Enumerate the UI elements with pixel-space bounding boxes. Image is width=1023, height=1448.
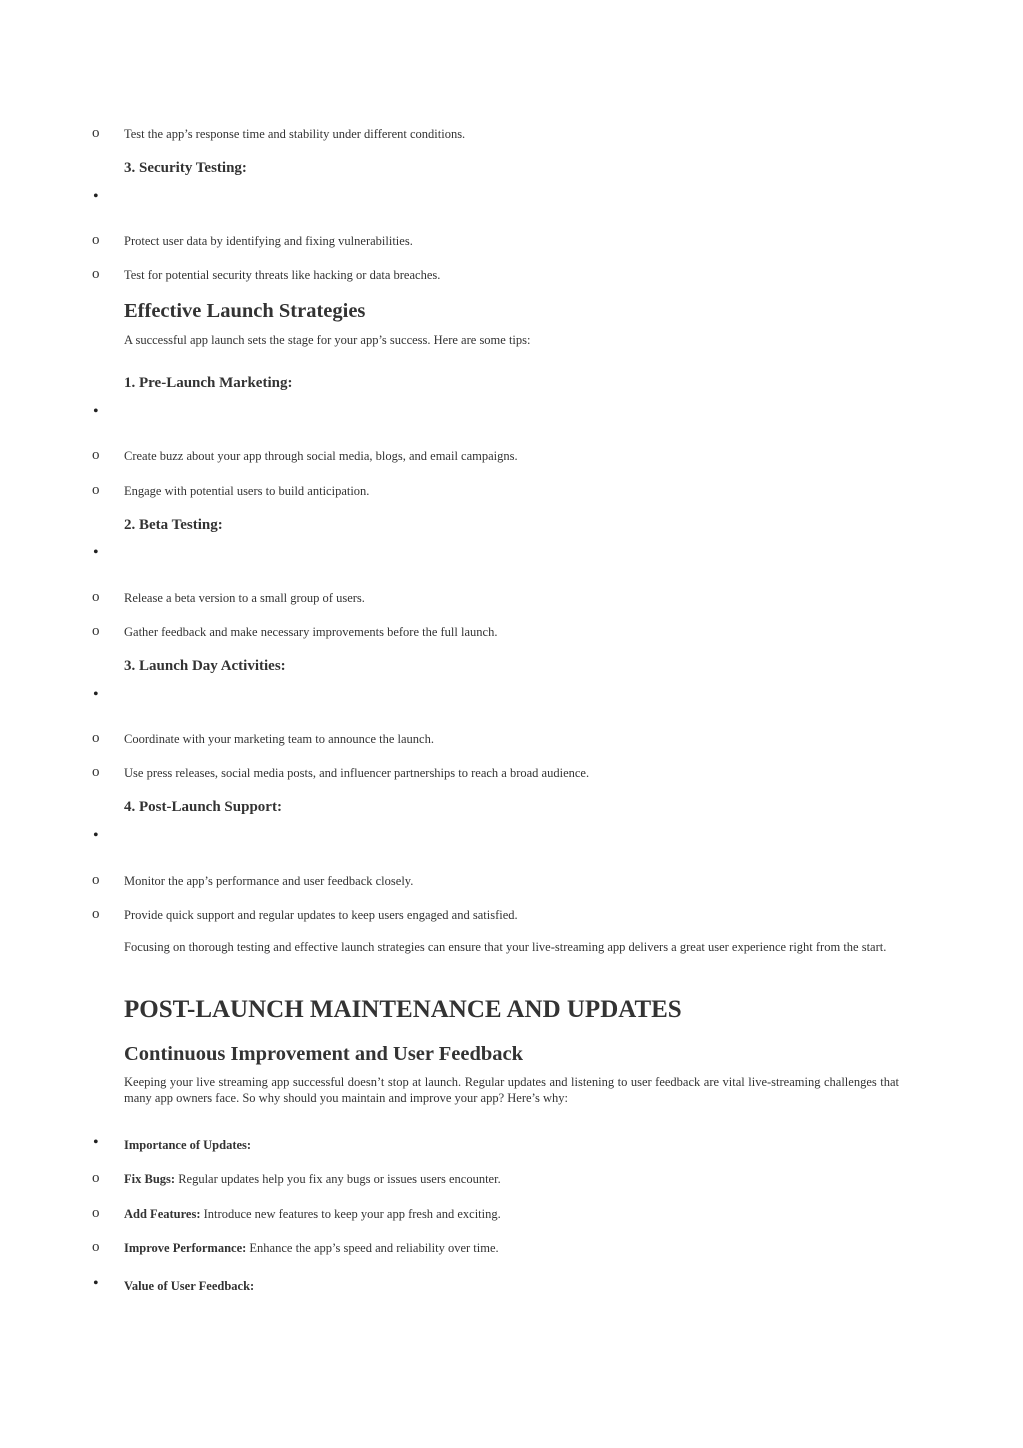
circle-bullet-icon: o <box>92 589 100 605</box>
list-item-text <box>124 1240 499 1256</box>
list-item-text: Protect user data by identifying and fixing vulnerabilities. <box>124 234 413 248</box>
focus-paragraph: Focusing on thorough testing and effective launch strategies can ensure that your live-streaming app delivers a great user experience right from the start. <box>124 940 887 954</box>
list-item-text: Test the app’s response time and stability under different conditions. <box>124 127 466 141</box>
list-item-text <box>124 1171 501 1187</box>
add-features-label: Add Features: <box>124 1207 201 1221</box>
list-item-text: Test for potential security threats like hacking or data breaches. <box>124 268 441 282</box>
list-item-text: Release a beta version to a small group of users. <box>124 591 365 605</box>
dot-bullet-icon: • <box>93 686 99 703</box>
list-item-text: Coordinate with your marketing team to announce the launch. <box>124 732 434 746</box>
circle-bullet-icon: o <box>92 623 100 639</box>
security-testing-heading: 3. Security Testing: <box>124 160 247 176</box>
user-feedback-heading: Value of User Feedback: <box>124 1279 255 1293</box>
list-item-text: Gather feedback and make necessary improvements before the full launch. <box>124 625 498 639</box>
dot-bullet-icon: • <box>93 1275 99 1292</box>
circle-bullet-icon: o <box>92 266 100 282</box>
list-item-text: Monitor the app’s performance and user feedback closely. <box>124 874 414 888</box>
dot-bullet-icon: • <box>93 544 99 561</box>
list-item-text: Provide quick support and regular updates to keep users engaged and satisfied. <box>124 908 518 922</box>
dot-bullet-icon: • <box>93 827 99 844</box>
maintenance-section-heading: POST-LAUNCH MAINTENANCE AND UPDATES <box>124 996 682 1023</box>
list-item-text: Use press releases, social media posts, and influencer partnerships to reach a broad audience. <box>124 766 590 780</box>
list-item-text: Engage with potential users to build anticipation. <box>124 484 370 498</box>
beta-testing-heading: 2. Beta Testing: <box>124 517 223 533</box>
circle-bullet-icon: o <box>92 1205 100 1221</box>
fix-bugs-text: Regular updates help you fix any bugs or issues users encounter. <box>175 1172 501 1186</box>
circle-bullet-icon: o <box>92 125 100 141</box>
dot-bullet-icon: • <box>93 1134 99 1151</box>
updates-heading: Importance of Updates: <box>124 1138 252 1152</box>
improve-performance-label: Improve Performance: <box>124 1241 247 1255</box>
continuous-improvement-heading: Continuous Improvement and User Feedback <box>124 1043 524 1065</box>
add-features-text: Introduce new features to keep your app fresh and exciting. <box>200 1207 501 1221</box>
circle-bullet-icon: o <box>92 482 100 498</box>
launch-intro-text: A successful app launch sets the stage for your app’s success. Here are some tips: <box>124 333 531 347</box>
launch-strategies-heading: Effective Launch Strategies <box>124 300 366 322</box>
circle-bullet-icon: o <box>92 1170 100 1186</box>
circle-bullet-icon: o <box>92 232 100 248</box>
circle-bullet-icon: o <box>92 730 100 746</box>
dot-bullet-icon: • <box>93 188 99 205</box>
fix-bugs-label: Fix Bugs: <box>124 1172 176 1186</box>
pre-launch-heading: 1. Pre-Launch Marketing: <box>124 375 293 391</box>
circle-bullet-icon: o <box>92 872 100 888</box>
circle-bullet-icon: o <box>92 447 100 463</box>
dot-bullet-icon: • <box>93 403 99 420</box>
circle-bullet-icon: o <box>92 906 100 922</box>
continuous-improvement-paragraph: Keeping your live streaming app successful doesn’t stop at launch. Regular updates and listening to user feedback are vital live-streaming challenges that many app owners face. So why should you maintain and improve your app? Here’s why: <box>124 1075 899 1105</box>
launch-day-heading: 3. Launch Day Activities: <box>124 658 286 674</box>
list-item-text <box>124 1206 501 1222</box>
list-item-text: Create buzz about your app through social media, blogs, and email campaigns. <box>124 449 518 463</box>
post-launch-support-heading: 4. Post-Launch Support: <box>124 799 282 815</box>
circle-bullet-icon: o <box>92 764 100 780</box>
improve-performance-text: Enhance the app’s speed and reliability over time. <box>246 1241 499 1255</box>
circle-bullet-icon: o <box>92 1239 100 1255</box>
